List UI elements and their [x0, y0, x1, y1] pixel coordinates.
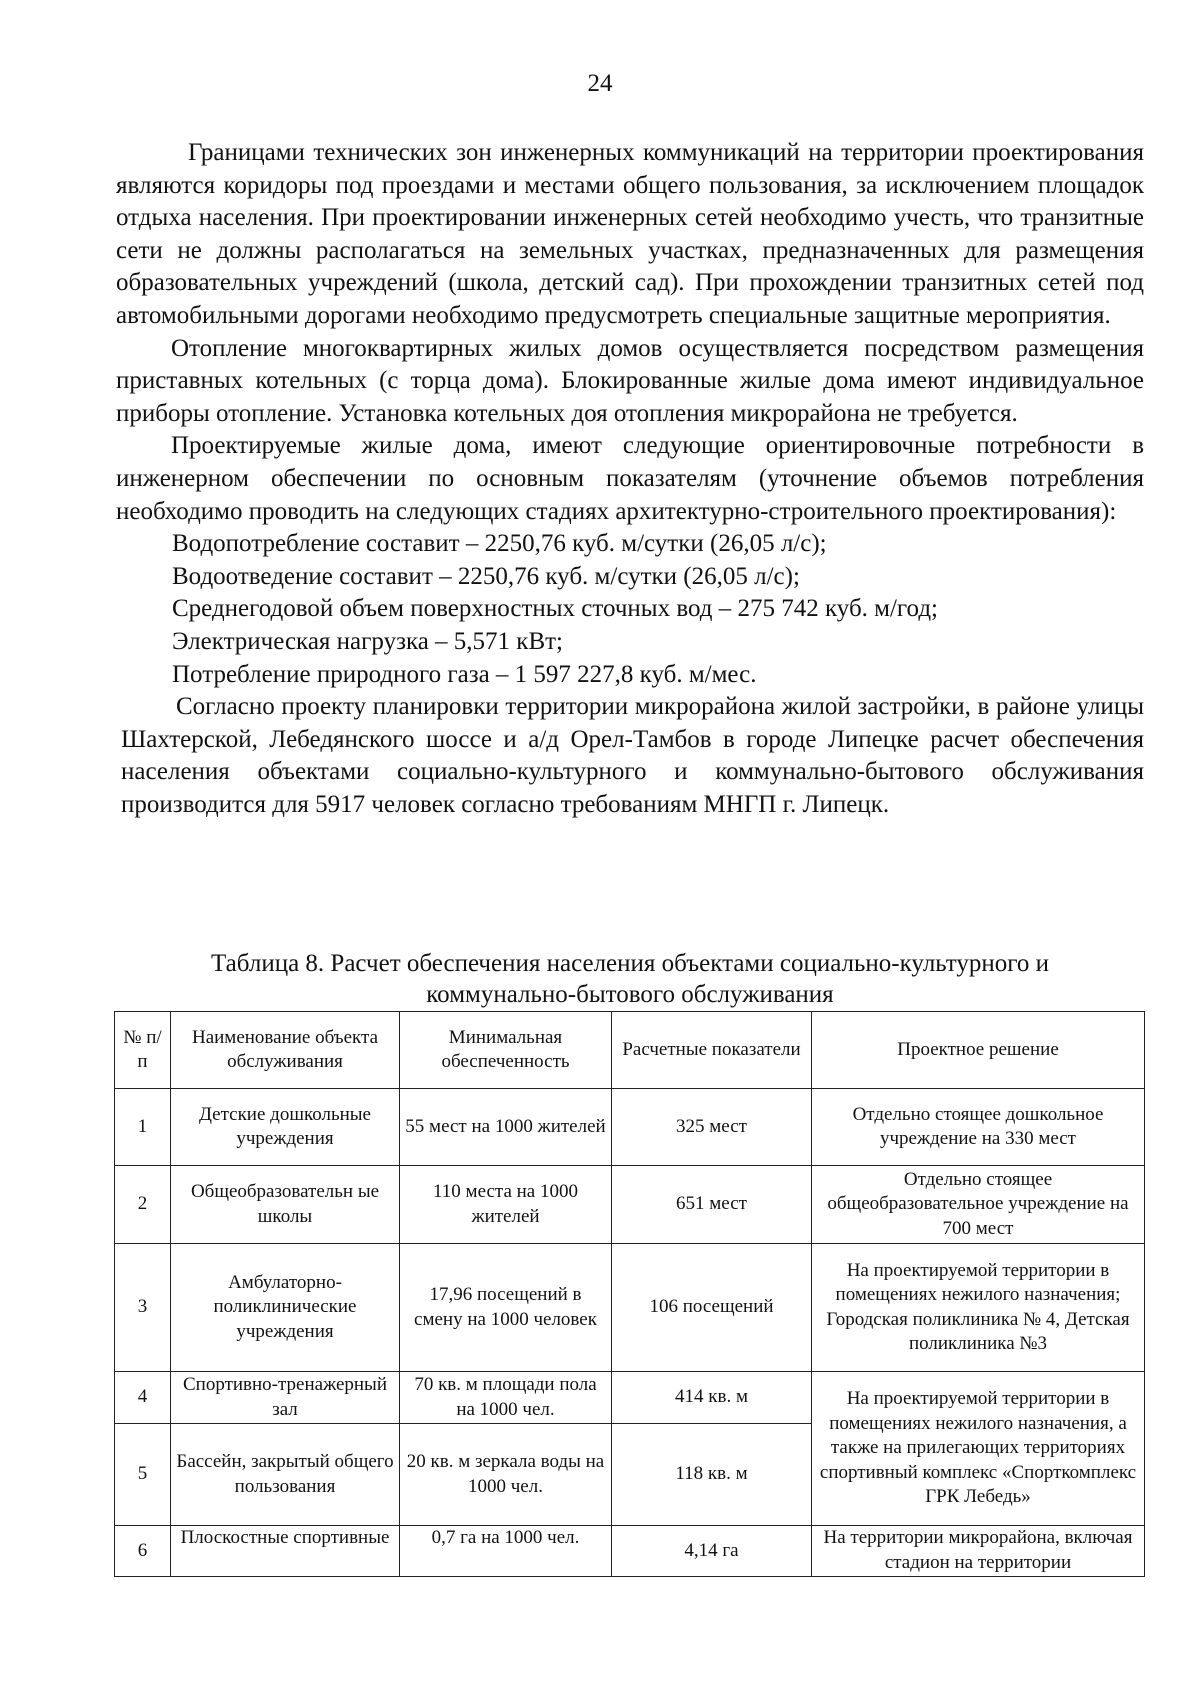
paragraph-tech-zones: Границами технических зон инженерных коммуникаций на территории проектирования являются коридоры под проездами и местами общего пользования, за исключением площадок отдыха населения. При проектировании инженерных сетей необходимо учесть, что транзитные сети не должны располагаться на земельных участках, предназначенных для размещения образовательных учреждений (школа, детский сад). При прохождении транзитных сетей под автомобильными дорогами необходимо предусмотреть специальные защитные мероприятия.: [116, 139, 1144, 329]
cell-calculated: 414 кв. м: [612, 1372, 812, 1424]
cell-number: 4: [115, 1372, 171, 1424]
cell-object-name: Бассейн, закрытый общего пользования: [171, 1424, 400, 1526]
cell-min-provision: 0,7 га на 1000 чел.: [400, 1526, 612, 1577]
table-row: [115, 1244, 1145, 1372]
header-solution: Проектное решение: [812, 1012, 1145, 1089]
header-object-name: Наименование объекта обслуживания: [171, 1012, 400, 1089]
requirement-gas-consumption: Потребление природного газа – 1 597 227,8 куб. м/мес.: [172, 660, 757, 688]
cell-min-provision: 17,96 посещений в смену на 1000 человек: [400, 1244, 612, 1372]
cell-solution: На проектируемой территории в помещениях нежилого назначения; Городская поликлиника № 4, Детская поликлиника №3: [812, 1244, 1145, 1372]
requirement-water-disposal: Водоотведение составит – 2250,76 куб. м/сутки (26,05 л/с);: [172, 562, 800, 590]
table-row: [115, 1089, 1145, 1166]
cell-number: 2: [115, 1166, 171, 1244]
paragraph-utilities: Проектируемые жилые дома, имеют следующие ориентировочные потребности в инженерном обеспечении по основным показателям (уточнение объемов потребления необходимо проводить на следующих стадиях архитектурно-строительного проектирования):: [116, 432, 1144, 525]
table-caption-line-1: Таблица 8. Расчет обеспечения населения объектами социально-культурного и: [211, 950, 1049, 977]
cell-min-provision: 110 места на 1000 жителей: [400, 1166, 612, 1244]
cell-calculated: 651 мест: [612, 1166, 812, 1244]
requirement-surface-runoff: Среднегодовой объем поверхностных сточных вод – 275 742 куб. м/год;: [172, 595, 939, 623]
cell-solution: Отдельно стоящее общеобразовательное учреждение на 700 мест: [812, 1166, 1145, 1244]
cell-object-name: Детские дошкольные учреждения: [171, 1089, 400, 1166]
cell-number: 6: [115, 1526, 171, 1577]
cell-calculated: 4,14 га: [612, 1526, 812, 1577]
cell-number: 3: [115, 1244, 171, 1372]
paragraph-population-calc: Согласно проекту планировки территории микрорайона жилой застройки, в районе улицы Шахтерской, Лебедянского шоссе и а/д Орел-Тамбов в городе Липецке расчет обеспечения населения объектами социально-культурного и коммунально-бытового обслуживания производится для 5917 человек согласно требованиям МНГП г. Липецк.: [121, 693, 1144, 818]
cell-object-name: Плоскостные спортивные: [171, 1526, 400, 1577]
cell-number: 5: [115, 1424, 171, 1526]
requirement-water-supply: Водопотребление составит – 2250,76 куб. м/сутки (26,05 л/с);: [172, 530, 827, 558]
cell-solution-merged: На проектируемой территории в помещениях нежилого назначения, а также на прилегающих территориях спортивный комплекс «Спорткомплекс ГРК Лебедь»: [812, 1372, 1145, 1526]
header-min-provision: Минимальная обеспеченность: [400, 1012, 612, 1089]
cell-number: 1: [115, 1089, 171, 1166]
cell-min-provision: 20 кв. м зеркала воды на 1000 чел.: [400, 1424, 612, 1526]
table-row: [115, 1166, 1145, 1244]
cell-solution: На территории микрорайона, включая стадион на территории: [812, 1526, 1145, 1577]
header-number: № п/ п: [115, 1012, 171, 1089]
table-caption-line-2: коммунально-бытового обслуживания: [426, 981, 834, 1008]
page-number: 24: [587, 70, 613, 97]
cell-object-name: Общеобразовательн ые школы: [171, 1166, 400, 1244]
cell-min-provision: 70 кв. м площади пола на 1000 чел.: [400, 1372, 612, 1424]
cell-calculated: 106 посещений: [612, 1244, 812, 1372]
paragraph-heating: Отопление многоквартирных жилых домов осуществляется посредством размещения приставных котельных (с торца дома). Блокированные жилые дома имеют индивидуальное приборы отопление. Установка котельных доя отопления микрорайона не требуется.: [116, 334, 1144, 427]
cell-object-name: Спортивно-тренажерный зал: [171, 1372, 400, 1424]
table-row: [115, 1526, 1145, 1577]
cell-calculated: 118 кв. м: [612, 1424, 812, 1526]
header-calculated: Расчетные показатели: [612, 1012, 812, 1089]
services-table: [114, 1011, 1145, 1577]
cell-object-name: Амбулаторно-поликлинические учреждения: [171, 1244, 400, 1372]
body-text: [116, 137, 1144, 821]
table-caption: [116, 948, 1144, 1010]
cell-min-provision: 55 мест на 1000 жителей: [400, 1089, 612, 1166]
table-row: [115, 1372, 1145, 1424]
cell-calculated: 325 мест: [612, 1089, 812, 1166]
requirement-electric-load: Электрическая нагрузка – 5,571 кВт;: [172, 627, 564, 655]
cell-solution: Отдельно стоящее дошкольное учреждение на 330 мест: [812, 1089, 1145, 1166]
table-header-row: [115, 1012, 1145, 1089]
